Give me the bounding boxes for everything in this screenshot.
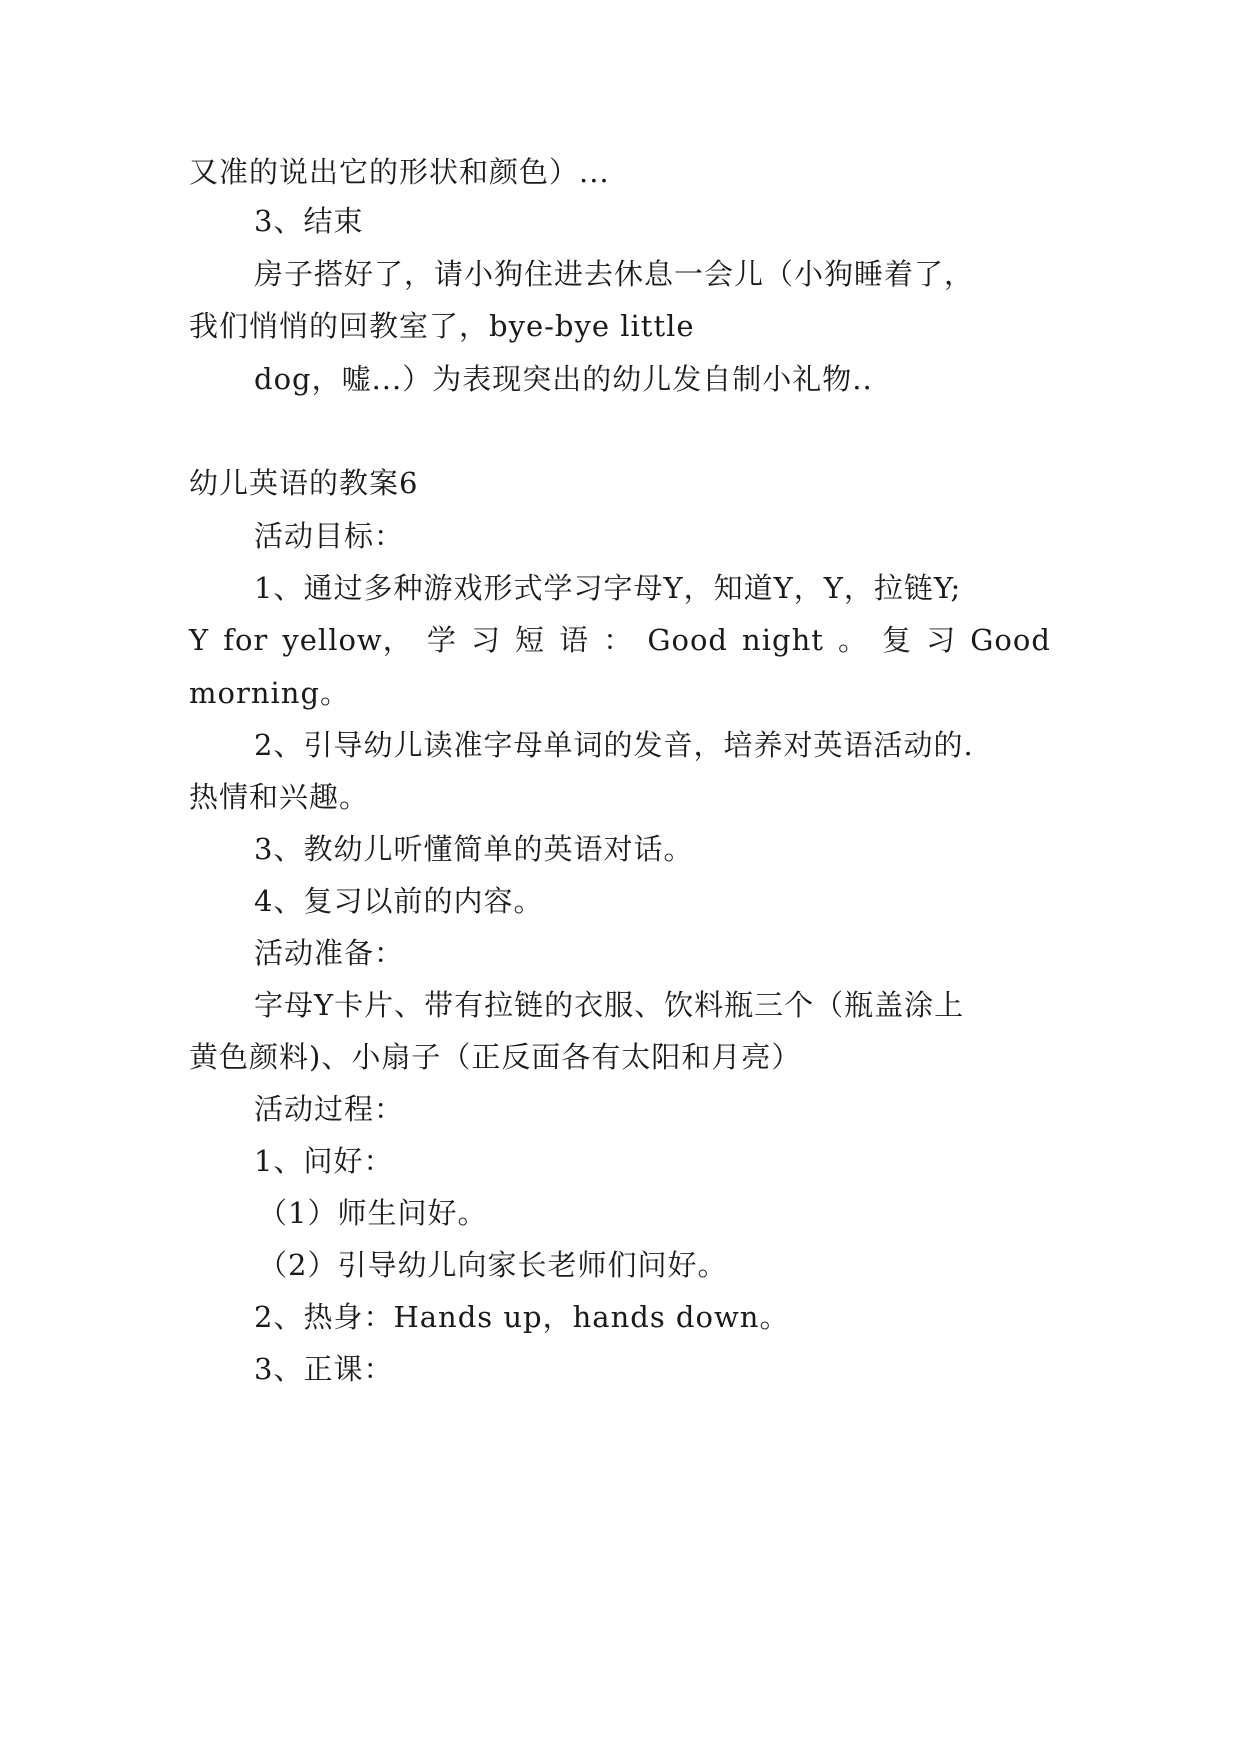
word: 语 bbox=[559, 623, 590, 657]
word: 习 bbox=[470, 623, 501, 657]
section-title: 幼儿英语的教案6 bbox=[189, 466, 419, 500]
text-line: 字母Y卡片、带有拉链的衣服、饮料瓶三个（瓶盖涂上 bbox=[254, 988, 965, 1022]
word: night bbox=[742, 623, 824, 657]
text-line: 我们悄悄的回教室了，bye-bye little bbox=[189, 309, 695, 343]
word: Y bbox=[189, 623, 210, 657]
goals-label: 活动目标： bbox=[254, 519, 405, 553]
word: ： bbox=[603, 623, 634, 657]
word: Good bbox=[647, 623, 728, 657]
text-line: 2、引导幼儿读准字母单词的发音，培养对英语活动的. bbox=[254, 728, 974, 762]
word: Good bbox=[970, 623, 1051, 657]
text-line: dog，嘘...）为表现突出的幼儿发自制小礼物.. bbox=[254, 362, 873, 396]
text-line: （2）引导幼儿向家长老师们问好。 bbox=[258, 1248, 728, 1282]
word: for bbox=[223, 623, 269, 657]
justified-line bbox=[189, 620, 1051, 660]
text-line: （1）师生问好。 bbox=[258, 1196, 488, 1230]
word: 短 bbox=[515, 623, 546, 657]
text-line: 3、正课： bbox=[254, 1352, 394, 1386]
word: 学 bbox=[426, 623, 457, 657]
text-line: 1、问好： bbox=[254, 1144, 394, 1178]
text-line: 1、通过多种游戏形式学习字母Y，知道Y，Y，拉链Y; bbox=[254, 571, 962, 605]
word: 习 bbox=[926, 623, 957, 657]
word: 复 bbox=[882, 623, 913, 657]
text-line: 2、热身：Hands up，hands down。 bbox=[254, 1300, 790, 1334]
text-line: 3、教幼儿听懂简单的英语对话。 bbox=[254, 832, 694, 866]
step-heading: 3、结束 bbox=[254, 204, 364, 238]
text-line: 黄色颜料)、小扇子（正反面各有太阳和月亮） bbox=[189, 1040, 802, 1074]
prep-label: 活动准备： bbox=[254, 936, 405, 970]
word: yellow， bbox=[282, 623, 413, 657]
text-line: 房子搭好了，请小狗住进去休息一会儿（小狗睡着了， bbox=[254, 257, 975, 291]
text-line: 热情和兴趣。 bbox=[189, 780, 370, 814]
text-line: 4、复习以前的内容。 bbox=[254, 884, 544, 918]
process-label: 活动过程： bbox=[254, 1092, 405, 1126]
word: 。 bbox=[837, 623, 868, 657]
text-line: 又准的说出它的形状和颜色）... bbox=[189, 155, 610, 189]
text-line: morning。 bbox=[189, 676, 351, 710]
